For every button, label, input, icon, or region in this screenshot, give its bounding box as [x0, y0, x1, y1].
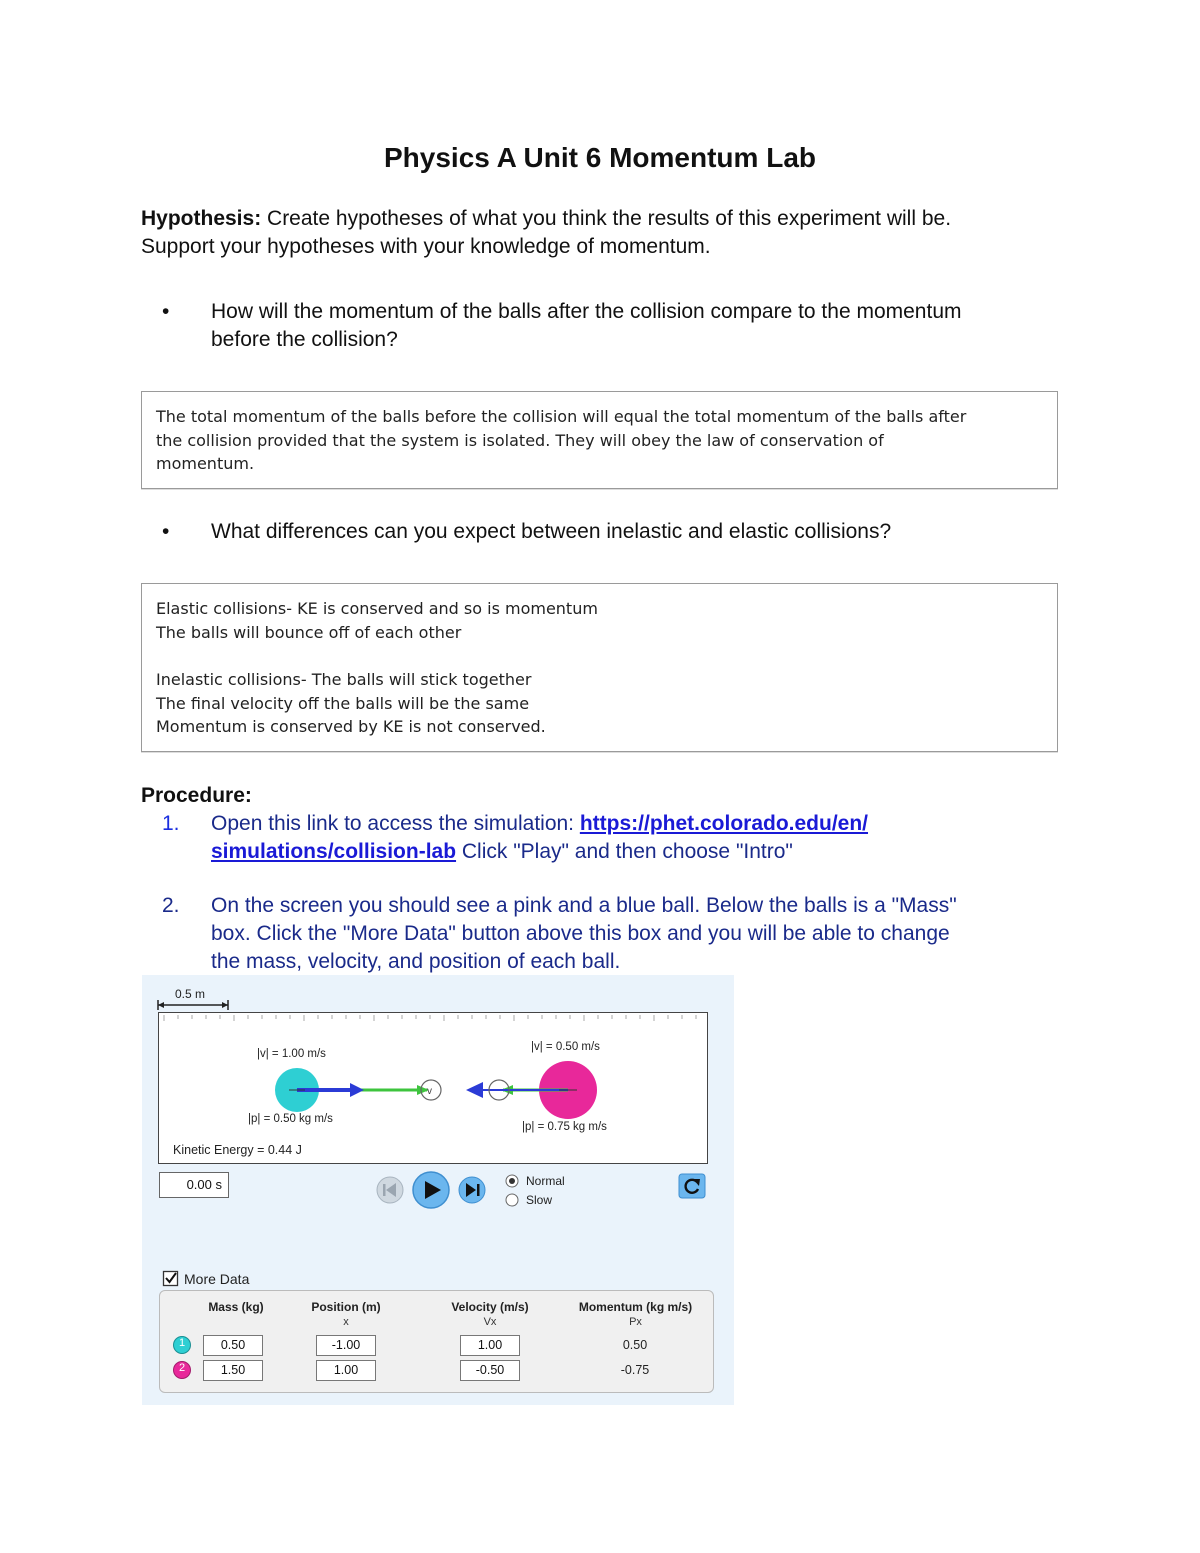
answer-1-line: the collision provided that the system is isolated. They will obey the law of conservation of	[156, 430, 884, 450]
simulation-link[interactable]: https://phet.colorado.edu/en/	[579, 812, 869, 835]
step-back-button	[377, 1177, 403, 1203]
speed-normal-option[interactable]: Normal	[526, 1174, 565, 1188]
kinetic-energy-readout: Kinetic Energy = 0.44 J	[173, 1143, 302, 1157]
header-position: Position (m)	[311, 1300, 381, 1314]
header-momentum: Momentum (kg m/s)	[578, 1300, 693, 1314]
step-forward-button	[459, 1177, 485, 1203]
scale-label: 0.5 m	[175, 987, 206, 1001]
play-area[interactable]	[158, 1012, 708, 1164]
ball-2-momentum-arrow	[466, 1082, 483, 1098]
simulation-link-continued[interactable]: simulations/collision-lab	[211, 840, 457, 863]
answer-1-line: momentum.	[156, 454, 255, 473]
step-1	[211, 810, 1111, 866]
question-1-line2: before the collision?	[211, 328, 398, 351]
ball-2-id: 2	[178, 1362, 186, 1374]
more-data-label[interactable]: More Data	[184, 1271, 250, 1287]
time-display: 0.00 s	[159, 1172, 229, 1198]
data-table-panel	[159, 1290, 714, 1393]
subheader-x: x	[343, 1316, 349, 1328]
header-mass: Mass (kg)	[208, 1300, 264, 1314]
question-1	[211, 298, 1091, 354]
velocity-input-1[interactable]: 1.00	[460, 1335, 520, 1356]
hypothesis-text-line1: Create hypotheses of what you think the results of this experiment will be.	[261, 207, 952, 230]
step-2-line2: box. Click the "More Data" button above this box and you will be able to change	[211, 922, 950, 945]
step-2	[211, 892, 1111, 976]
page-title: Physics A Unit 6 Momentum Lab	[384, 142, 816, 173]
ball-2-momentum-label: |p| = 0.75 kg m/s	[522, 1121, 607, 1133]
position-input-2[interactable]: 1.00	[316, 1360, 376, 1381]
subheader-px: Px	[629, 1316, 642, 1328]
mass-input-2[interactable]: 1.50	[203, 1360, 263, 1381]
question-1-line1: How will the momentum of the balls after the collision compare to the momentum	[211, 300, 962, 323]
step-2-line3: the mass, velocity, and position of each ball.	[211, 950, 621, 973]
more-data-checkbox-icon[interactable]	[162, 1270, 180, 1288]
momentum-value-1: 0.50	[622, 1338, 648, 1352]
answer-box-1[interactable]	[141, 391, 1058, 489]
ball-1-id: 1	[178, 1337, 186, 1349]
momentum-value-2: -0.75	[620, 1363, 650, 1377]
play-button	[413, 1172, 449, 1208]
simulation-screenshot	[142, 975, 734, 1405]
answer-box-2[interactable]	[141, 583, 1058, 752]
ball-1-momentum-label: |p| = 0.50 kg m/s	[248, 1113, 333, 1125]
question-2: What differences can you expect between inelastic and elastic collisions?	[211, 520, 892, 543]
hypothesis-label: Hypothesis:	[141, 207, 262, 230]
step-1-text: Open this link to access the simulation:	[211, 812, 580, 835]
answer-2-line: The final velocity off the balls will be the same	[156, 693, 530, 713]
question-1-bullet: •	[162, 300, 170, 323]
playback-controls	[374, 1170, 494, 1210]
answer-1-line: The total momentum of the balls before the collision will equal the total momentum of the balls after	[156, 407, 967, 426]
step-2-number: 2.	[162, 894, 180, 917]
mass-input-1[interactable]: 0.50	[203, 1335, 263, 1356]
collision-diagram	[159, 1013, 707, 1163]
velocity-input-2[interactable]: -0.50	[460, 1360, 520, 1381]
speed-radio-icons	[504, 1174, 520, 1210]
step-1-number: 1.	[162, 812, 180, 835]
subheader-vx: Vx	[483, 1316, 497, 1328]
answer-2-line: Elastic collisions- KE is conserved and so is momentum	[156, 599, 598, 618]
ball-2-velocity-label: |v| = 0.50 m/s	[531, 1041, 600, 1053]
header-velocity: Velocity (m/s)	[451, 1300, 529, 1314]
speed-slow-option[interactable]: Slow	[526, 1193, 553, 1207]
answer-2-line: Momentum is conserved by KE is not conserved.	[156, 717, 546, 736]
reset-icon[interactable]	[678, 1173, 706, 1199]
hypothesis-text-line2: Support your hypotheses with your knowledge of momentum.	[141, 235, 711, 258]
step-2-line1: On the screen you should see a pink and a blue ball. Below the balls is a "Mass"	[211, 894, 957, 917]
answer-2-line: The balls will bounce off of each other	[156, 622, 462, 642]
answer-2-line: Inelastic collisions- The balls will stick together	[156, 670, 532, 689]
procedure-heading: Procedure:	[141, 784, 252, 807]
question-2-bullet: •	[162, 520, 170, 543]
hypothesis-paragraph	[141, 205, 1081, 261]
ball-1-velocity-label: |v| = 1.00 m/s	[257, 1048, 326, 1060]
step-1-text-after: Click "Play" and then choose "Intro"	[456, 840, 793, 863]
position-input-1[interactable]: -1.00	[316, 1335, 376, 1356]
svg-text:v: v	[427, 1086, 432, 1097]
